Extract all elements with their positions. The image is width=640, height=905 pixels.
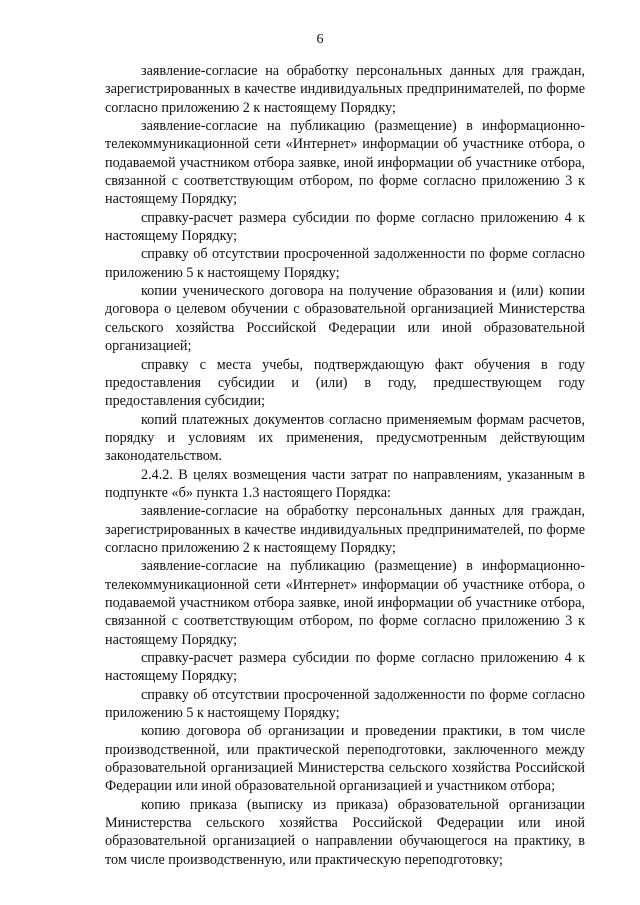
- paragraph: копий платежных документов согласно применяемым формам расчетов, порядку и условиям их применения, предусмотренным действующим законодательством.: [105, 411, 585, 465]
- paragraph: справку-расчет размера субсидии по форме согласно приложению 4 к настоящему Порядку;: [105, 209, 585, 245]
- paragraph: копию приказа (выписку из приказа) образовательной организации Министерства сельского хозяйства Российской Федерации или иной образовательной организацией о направлении обучающегося на практику, в том числе производственную, или практическую переподготовку;: [105, 796, 585, 868]
- paragraph: копию договора об организации и проведении практики, в том числе производственной, или практической переподготовки, заключенного между образовательной организацией Министерства сельского хозяйства Российской Федерации или иной образовательной организацией и участником отбора;: [105, 723, 585, 795]
- paragraph: заявление-согласие на обработку персональных данных для граждан, зарегистрированных в качестве индивидуальных предпринимателей, по форме согласно приложению 2 к настоящему Порядку;: [105, 503, 585, 556]
- paragraph: справку-расчет размера субсидии по форме согласно приложению 4 к настоящему Порядку;: [105, 650, 585, 685]
- paragraph: заявление-согласие на публикацию (размещение) в информационно-телекоммуникационной сети «Интернет» информации об участнике отбора, о подаваемой участником отбора заявке, иной информации об участнике отбора, связанной с соответствующим отбором, по форме согласно приложению 3 к настоящему Порядку;: [105, 558, 585, 648]
- paragraph: справку с места учебы, подтверждающую факт обучения в году предоставления субсидии и (или) в году, предшествующем году предоставления субсидии;: [105, 356, 585, 410]
- paragraph: заявление-согласие на публикацию (размещение) в информационно-телекоммуникационной сети «Интернет» информации об участнике отбора, о подаваемой участником отбора заявке, иной информации об участнике отбора, связанной с соответствующим отбором, по форме согласно приложению 3 к настоящему Порядку;: [105, 118, 585, 208]
- paragraph: заявление-согласие на обработку персональных данных для граждан, зарегистрированных в качестве индивидуальных предпринимателей, по форме согласно приложению 2 к настоящему Порядку;: [105, 63, 585, 116]
- page-number: 6: [316, 32, 324, 47]
- paragraph: справку об отсутствии просроченной задолженности по форме согласно приложению 5 к настоящему Порядку;: [105, 686, 585, 722]
- section-heading-paragraph: 2.4.2. В целях возмещения части затрат по направлениям, указанным в подпункте «б» пункта 1.3 настоящего Порядка:: [105, 466, 585, 501]
- paragraph: копии ученического договора на получение образования и (или) копии договора о целевом обучении с образовательной организацией Министерства сельского хозяйства Российской Федерации или иной образовательной организацией;: [105, 283, 585, 355]
- paragraph: справку об отсутствии просроченной задолженности по форме согласно приложению 5 к настоящему Порядку;: [105, 246, 585, 281]
- document-body: [105, 62, 585, 869]
